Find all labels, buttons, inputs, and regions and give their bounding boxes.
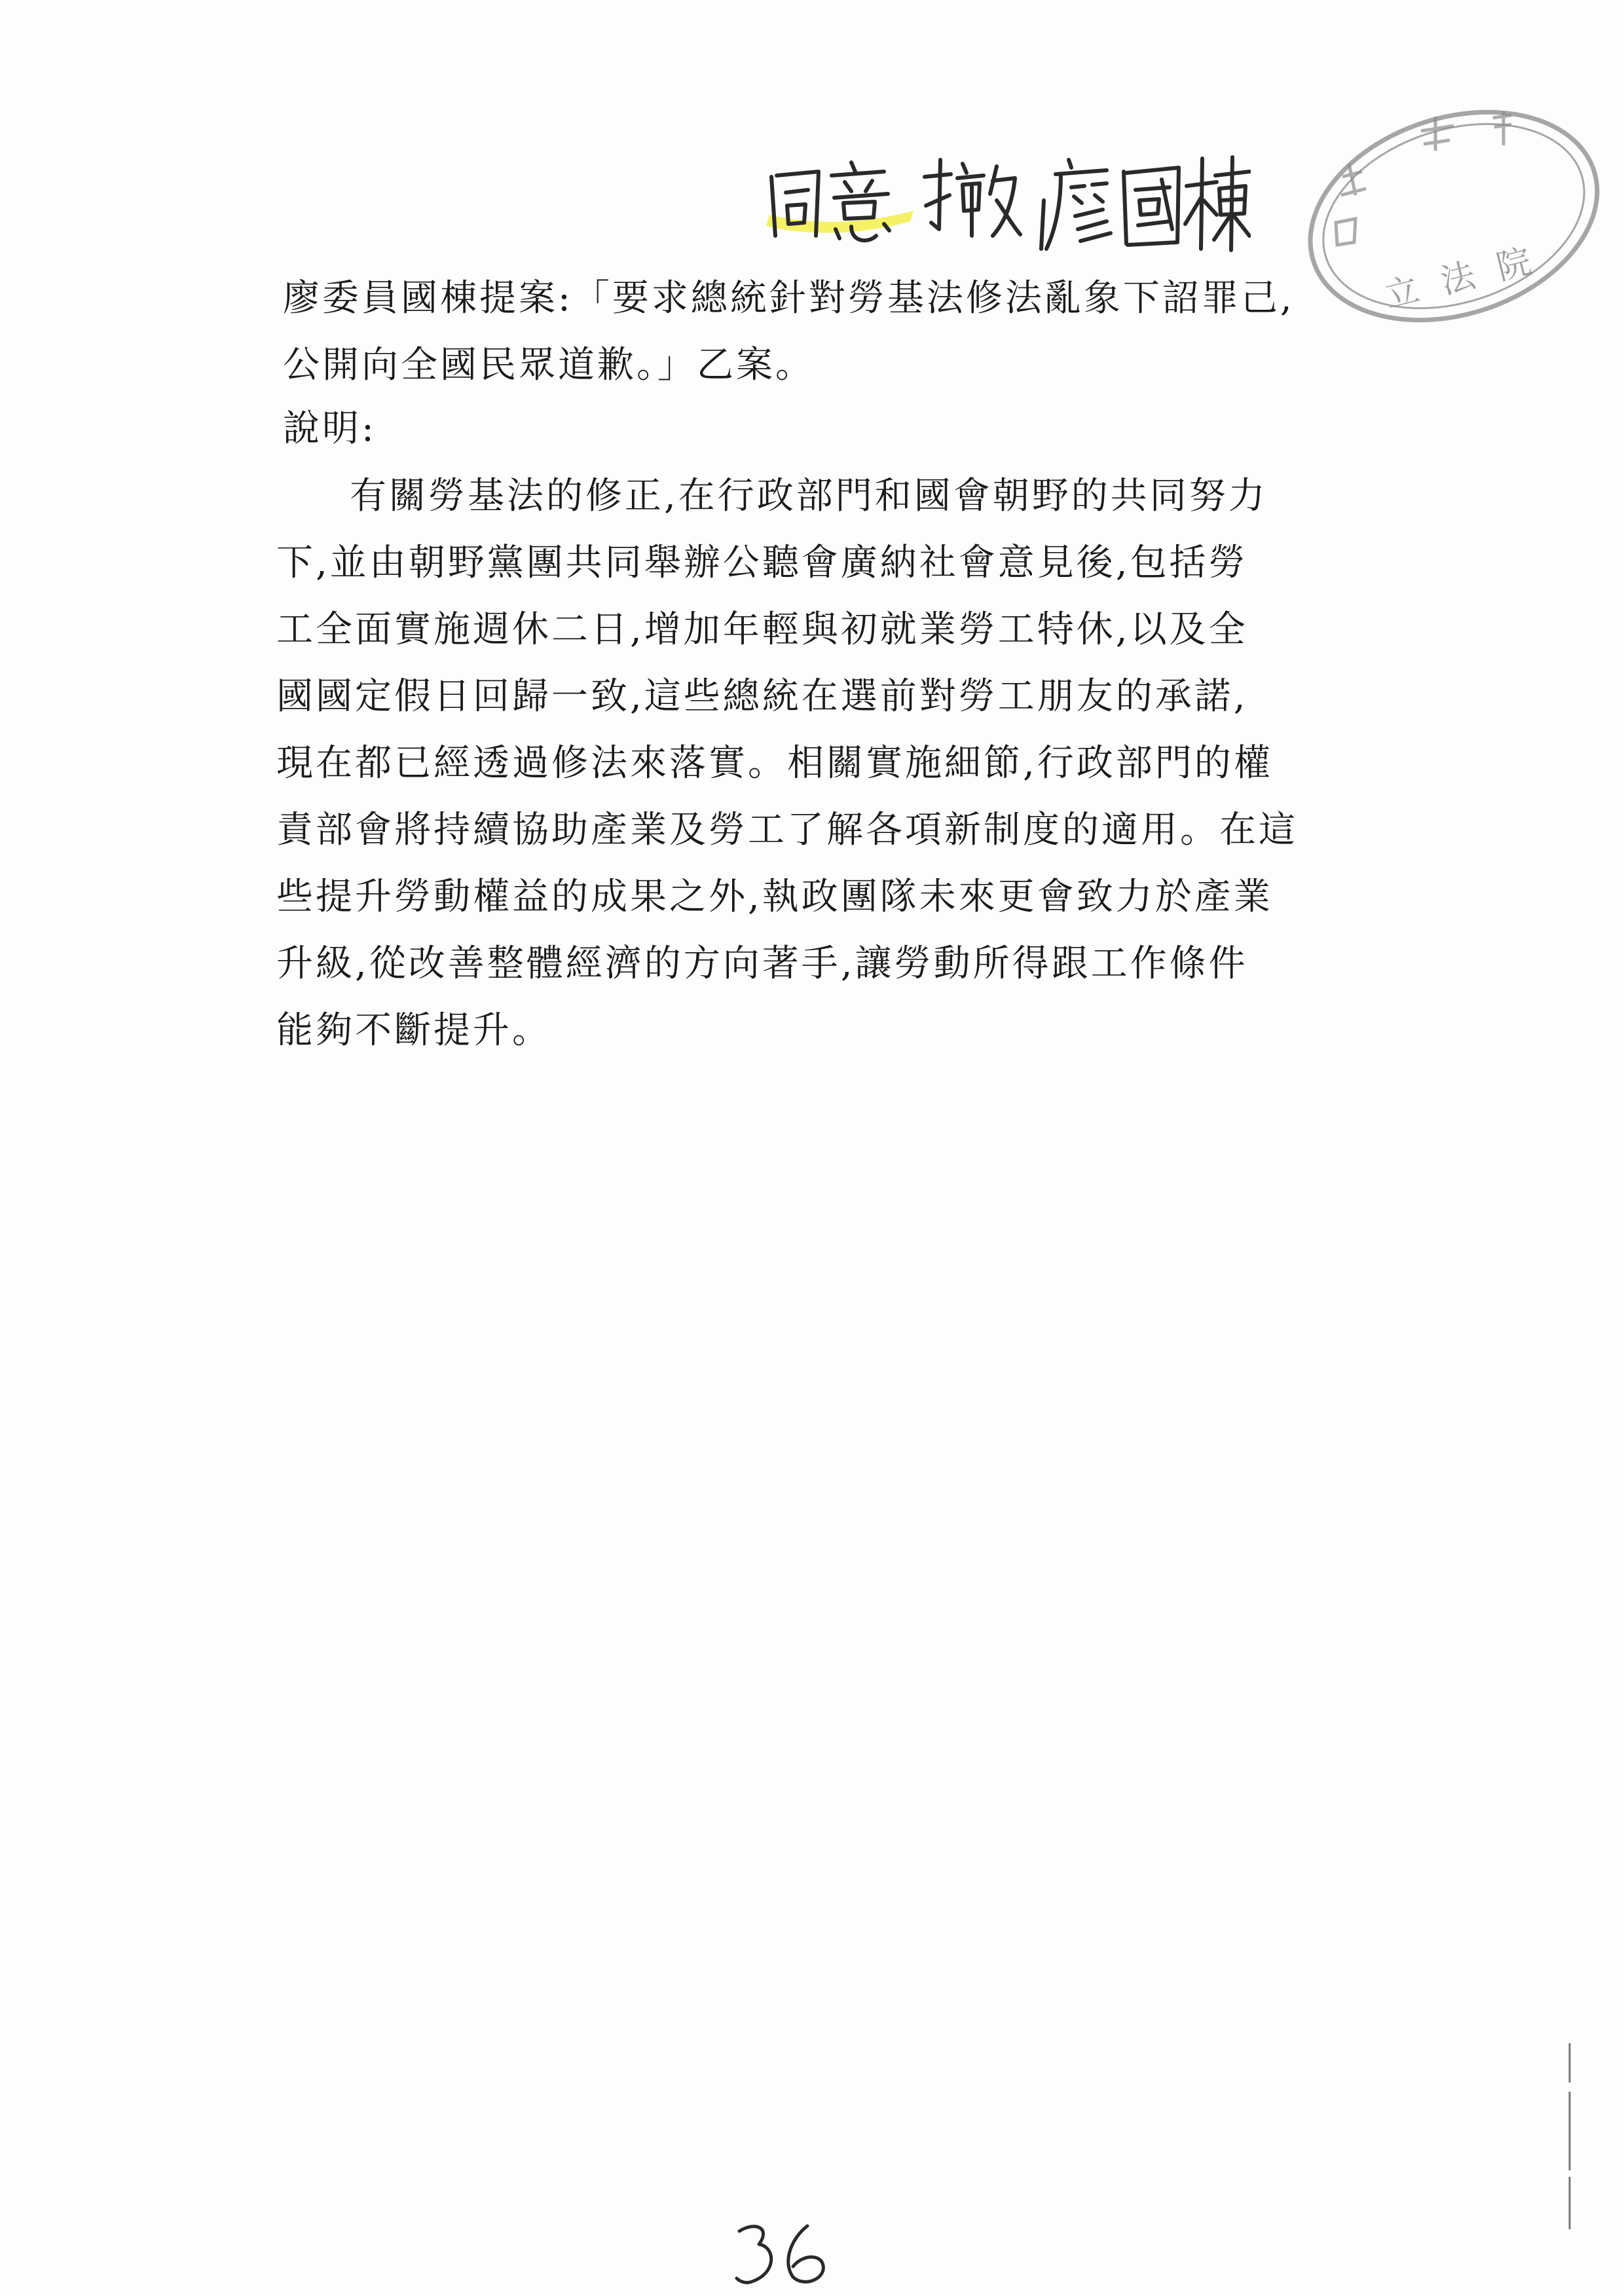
margin-scan-line (1566, 2043, 1573, 2266)
body-line: 現在都已經透過修法來落實。相關實施細節,行政部門的權 (276, 742, 1273, 785)
body-line: 些提升勞動權益的成果之外,執政團隊未來更會致力於產業 (276, 876, 1273, 918)
body-line: 責部會將持續協助產業及勞工了解各項新制度的適用。在這 (276, 809, 1298, 851)
body-line: 下,並由朝野黨團共同舉辦公聽會廣納社會意見後,包括勞 (276, 542, 1248, 584)
title-line: 公開向全國民眾道歉。」乙案。 (283, 344, 815, 386)
body-line: 國國定假日回歸一致,這些總統在選前對勞工朋友的承諾, (276, 675, 1248, 718)
body-line: 升級,從改善整體經濟的方向著手,讓勞動所得跟工作條件 (276, 942, 1248, 985)
body-line: 能夠不斷提升。 (276, 1009, 551, 1052)
handwritten-note (753, 138, 1251, 268)
proposal-title (283, 265, 1370, 399)
handwritten-page-number (730, 2217, 835, 2289)
explanation-label: 說明: (283, 407, 377, 450)
body-line: 有關勞基法的修正,在行政部門和國會朝野的共同努力 (350, 475, 1268, 517)
body-line: 工全面實施週休二日,增加年輕與初就業勞工特休,以及全 (276, 608, 1248, 651)
title-line: 廖委員國棟提案:「要求總統針對勞基法修法亂象下詔罪己, (283, 277, 1295, 320)
explanation-body (276, 463, 1383, 1064)
seal-text: 立法院 (1380, 236, 1559, 316)
